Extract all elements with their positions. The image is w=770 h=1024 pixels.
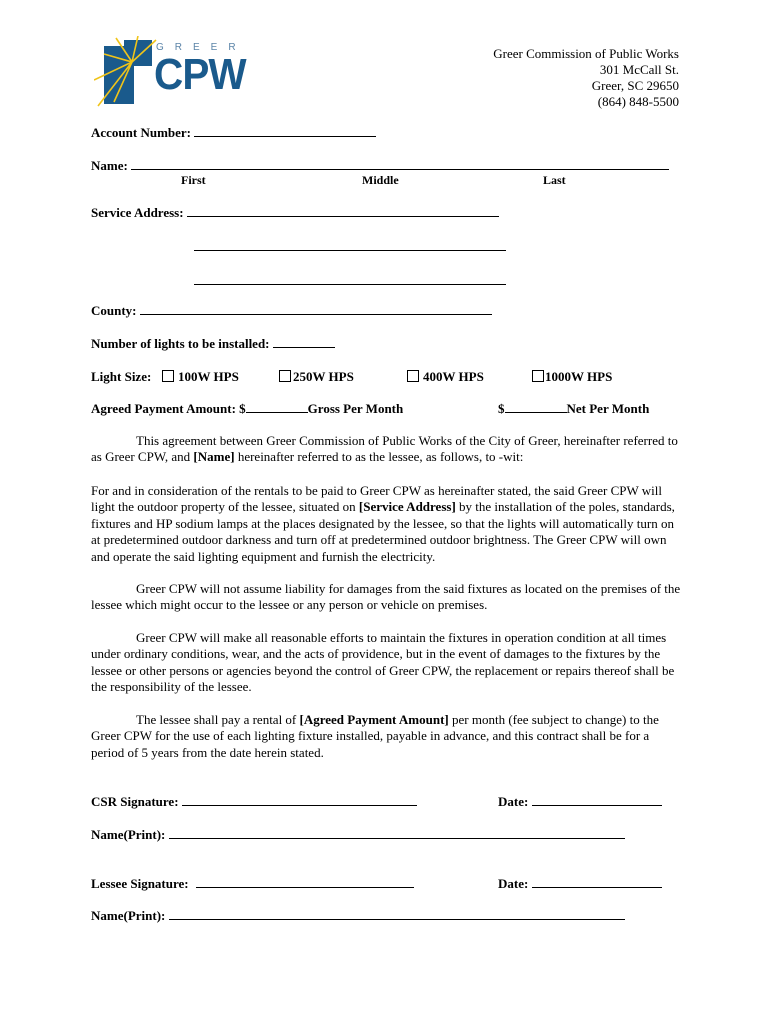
light-size-250w-label: 250W HPS — [293, 369, 354, 384]
address-block — [493, 46, 679, 110]
account-number-label: Account Number: — [91, 125, 192, 140]
logo-main-text: CPW — [154, 50, 246, 99]
name-first-caption: First — [181, 173, 206, 187]
light-size-1000w-label: 1000W HPS — [545, 369, 613, 384]
paragraph-2-address-placeholder: [Service Address] — [358, 499, 456, 515]
address-line-2: 301 McCall St. — [599, 62, 679, 77]
service-address-field-3[interactable] — [194, 284, 506, 285]
csr-name-print-field[interactable] — [169, 827, 625, 839]
address-line-1: Greer Commission of Public Works — [493, 46, 679, 61]
paragraph-2 — [91, 483, 681, 565]
csr-name-print-row — [91, 827, 625, 843]
checkbox-100w[interactable] — [162, 370, 174, 382]
light-size-250w[interactable] — [279, 369, 354, 385]
paragraph-5-text-b: per month (fee subject to change) to the Greer CPW for the use of each lighting fixture installed, payable in advance, and this contract shall be for a period of 5 years from the date herein stated. — [91, 712, 659, 760]
net-dollar-label: $ — [498, 401, 505, 416]
name-middle-caption: Middle — [362, 173, 399, 187]
paragraph-2-text-b: by the installation of the poles, standards, fixtures and HP sodium lamps at the places designated by the lessee, so that the lights will automatically turn on at predetermined outdoor darkness and turn off at predetermined outdoor brightness. The Greer CPW will own and operate the said lighting equipment and furnish the electricity. — [91, 499, 675, 564]
net-row — [498, 401, 649, 417]
service-address-row — [91, 205, 499, 221]
name-row — [91, 158, 669, 174]
csr-signature-label: CSR Signature: — [91, 794, 179, 809]
address-line-4: (864) 848-5500 — [597, 94, 679, 109]
paragraph-2-text-a: For and in consideration of the rentals to be paid to Greer CPW as hereinafter stated, the said Greer CPW will light the outdoor property of the lessee, situated on — [91, 483, 662, 515]
lessee-signature-label: Lessee Signature: — [91, 876, 189, 891]
name-last-caption: Last — [543, 173, 566, 187]
lessee-name-print-label: Name(Print): — [91, 908, 166, 923]
lessee-date-row — [498, 876, 662, 892]
greer-cpw-logo — [94, 36, 254, 108]
paragraph-1 — [91, 433, 681, 466]
light-size-1000w[interactable] — [532, 369, 612, 385]
lights-row — [91, 336, 335, 352]
light-size-400w-label: 400W HPS — [423, 369, 484, 384]
payment-label: Agreed Payment Amount: $ — [91, 401, 246, 416]
county-row — [91, 303, 492, 319]
account-number-row — [91, 125, 376, 141]
paragraph-5-amount-placeholder: [Agreed Payment Amount] — [299, 712, 449, 727]
light-size-label: Light Size: — [91, 369, 152, 384]
net-amount-field[interactable] — [505, 401, 567, 413]
lessee-signature-field[interactable] — [196, 876, 414, 888]
checkbox-250w[interactable] — [279, 370, 291, 382]
service-address-field-1[interactable] — [187, 205, 499, 217]
csr-date-row — [498, 794, 662, 810]
lights-label: Number of lights to be installed: — [91, 336, 270, 351]
gross-per-month-label: Gross Per Month — [307, 401, 404, 416]
lessee-signature-row — [91, 876, 414, 892]
paragraph-3: Greer CPW will not assume liability for damages from the said fixtures as located on the premises of the lessee which might occur to the lessee or any person or vehicle on premises. — [91, 581, 681, 613]
lessee-name-print-row — [91, 908, 625, 924]
light-size-100w[interactable] — [162, 369, 239, 385]
light-size-400w[interactable] — [407, 369, 484, 385]
logo-top-text: GREER — [156, 42, 247, 53]
checkbox-1000w[interactable] — [532, 370, 544, 382]
paragraph-1-name-placeholder: [Name] — [193, 449, 235, 465]
paragraph-5 — [91, 712, 681, 761]
service-address-field-2[interactable] — [194, 250, 506, 251]
lessee-name-print-field[interactable] — [169, 908, 625, 920]
county-field[interactable] — [140, 303, 492, 315]
lessee-date-label: Date: — [498, 876, 529, 891]
net-per-month-label: Net Per Month — [566, 401, 650, 416]
paragraph-4: Greer CPW will make all reasonable efforts to maintain the fixtures in operation condition at all times under ordinary conditions, wear, and the acts of providence, but in the event of damages to the fixtures by the lessee or other persons or agencies beyond the control of Greer CPW, the replacement or repairs thereof shall be the responsibility of the lessee. — [91, 630, 675, 695]
lessee-date-field[interactable] — [532, 876, 662, 888]
name-field[interactable] — [131, 158, 669, 170]
csr-signature-row — [91, 794, 417, 810]
csr-date-label: Date: — [498, 794, 529, 809]
csr-signature-field[interactable] — [182, 794, 417, 806]
light-size-100w-label: 100W HPS — [178, 369, 239, 384]
lights-field[interactable] — [273, 336, 335, 348]
paragraph-1-text-b: hereinafter referred to as the lessee, as follows, to -wit: — [234, 449, 524, 465]
county-label: County: — [91, 303, 137, 318]
checkbox-400w[interactable] — [407, 370, 419, 382]
csr-name-print-label: Name(Print): — [91, 827, 166, 842]
csr-date-field[interactable] — [532, 794, 662, 806]
service-address-label: Service Address: — [91, 205, 184, 220]
account-number-field[interactable] — [194, 125, 376, 137]
paragraph-1-text-a: This agreement between Greer Commission of Public Works of the City of Greer, hereinafter referred to as Greer CPW, and — [91, 433, 678, 465]
name-label: Name: — [91, 158, 128, 173]
address-line-3: Greer, SC 29650 — [591, 78, 679, 93]
gross-amount-field[interactable] — [246, 401, 308, 413]
paragraph-5-text-a: The lessee shall pay a rental of — [136, 712, 300, 727]
payment-row — [91, 401, 403, 417]
